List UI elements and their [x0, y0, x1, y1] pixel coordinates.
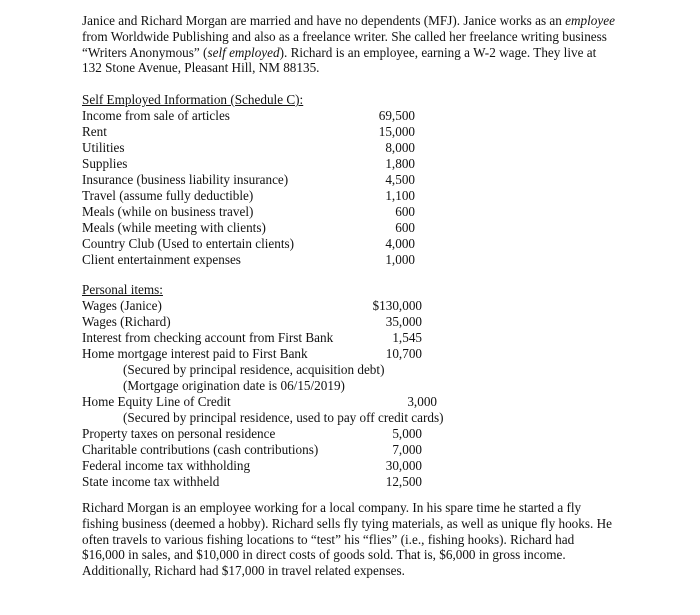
- se-row-label: Supplies: [82, 156, 128, 171]
- se-row-value: 15,000: [378, 124, 415, 139]
- intro-sentence-1: Janice and Richard Morgan are married and have no dependents (MFJ). Janice works as an: [82, 13, 562, 28]
- personal-row-note: [82, 362, 482, 378]
- se-row-label: Income from sale of articles: [82, 108, 230, 123]
- se-row: [82, 108, 482, 124]
- se-row-label: Client entertainment expenses: [82, 252, 241, 267]
- personal-row: [82, 394, 482, 410]
- intro-employee-emphasis: employee: [565, 13, 615, 28]
- intro-self-employed-emphasis: self employed: [207, 44, 280, 60]
- intro-sentence-3: ). Richard is an employee, earning a W-2 wage. They live at 132 Stone Avenue, Pleasant Hill, NM 88135.: [82, 44, 597, 76]
- personal-row-label: (Secured by principal residence, used to pay off credit cards): [123, 410, 444, 425]
- intro-paragraph: [82, 13, 618, 76]
- se-row-value: 8,000: [385, 140, 415, 155]
- personal-row-value: 1,545: [392, 330, 422, 345]
- personal-row-label: Federal income tax withholding: [82, 458, 251, 473]
- personal-row-value: 30,000: [385, 458, 422, 473]
- personal-row-value: 5,000: [392, 426, 422, 441]
- se-row-value: 1,800: [385, 156, 415, 171]
- personal-row-value: $130,000: [372, 298, 422, 313]
- se-row-value: 1,100: [385, 188, 415, 203]
- personal-row: [82, 314, 482, 330]
- se-row: [82, 188, 482, 204]
- personal-row: [82, 458, 482, 474]
- se-row-value: 600: [395, 220, 415, 235]
- personal-row-label: Wages (Richard): [82, 314, 171, 329]
- personal-row-value: 35,000: [385, 314, 422, 329]
- se-row-label: Meals (while on business travel): [82, 204, 254, 219]
- se-row-value: 69,500: [378, 108, 415, 123]
- personal-row-label: Property taxes on personal residence: [82, 426, 276, 441]
- se-row: [82, 236, 482, 252]
- se-row: [82, 140, 482, 156]
- hobby-paragraph: Richard Morgan is an employee working for a local company. In his spare time he started a fly fishing business (deemed a hobby). Richard sells fly tying materials, as well as unique fly hooks. He often travels to various fishing locations to “test” his “flies” (i.e., fishing hooks). Richard had $16,000 in sales, and $10,000 in direct costs of goods sold. That is, $6,000 in gross income. Additionally, Richard had $17,000 in travel related expenses.: [82, 500, 612, 579]
- se-row-label: Rent: [82, 124, 107, 139]
- personal-row-label: State income tax withheld: [82, 474, 220, 489]
- se-row: [82, 220, 482, 236]
- personal-row-value: 7,000: [392, 442, 422, 457]
- personal-row-label: (Mortgage origination date is 06/15/2019): [123, 378, 345, 393]
- se-row-value: 1,000: [385, 252, 415, 267]
- personal-row-value: 12,500: [385, 474, 422, 489]
- se-row-label: Meals (while meeting with clients): [82, 220, 266, 235]
- personal-row: [82, 330, 482, 346]
- personal-row-label: Wages (Janice): [82, 298, 162, 313]
- personal-row: [82, 474, 482, 490]
- personal-row: [82, 426, 482, 442]
- se-row-label: Country Club (Used to entertain clients): [82, 236, 295, 251]
- personal-row-label: Charitable contributions (cash contributions): [82, 442, 319, 457]
- se-row-label: Utilities: [82, 140, 125, 155]
- personal-row-label: Interest from checking account from First Bank: [82, 330, 334, 345]
- se-row: [82, 124, 482, 140]
- personal-row-label: Home mortgage interest paid to First Bank: [82, 346, 308, 361]
- personal-row: [82, 346, 482, 362]
- personal-row-note: [82, 410, 482, 426]
- personal-row-label: (Secured by principal residence, acquisition debt): [123, 362, 385, 377]
- personal-heading: Personal items:: [82, 282, 163, 297]
- personal-row-label: Home Equity Line of Credit: [82, 394, 231, 409]
- se-row-value: 4,000: [385, 236, 415, 251]
- personal-row-value: 3,000: [407, 394, 437, 409]
- self-employed-heading: Self Employed Information (Schedule C):: [82, 92, 304, 107]
- se-row: [82, 172, 482, 188]
- personal-row: [82, 442, 482, 458]
- intro-sentence-2: from Worldwide Publishing and also as a freelance writer. She called her freelance writing business “Writers Anonymous” (: [82, 28, 607, 60]
- personal-row: [82, 298, 482, 314]
- se-row-value: 600: [395, 204, 415, 219]
- se-row: [82, 252, 482, 268]
- se-row: [82, 156, 482, 172]
- se-row: [82, 204, 482, 220]
- se-row-label: Travel (assume fully deductible): [82, 188, 254, 203]
- se-row-label: Insurance (business liability insurance): [82, 172, 289, 187]
- se-row-value: 4,500: [385, 172, 415, 187]
- personal-row-value: 10,700: [385, 346, 422, 361]
- personal-row-note: [82, 378, 482, 394]
